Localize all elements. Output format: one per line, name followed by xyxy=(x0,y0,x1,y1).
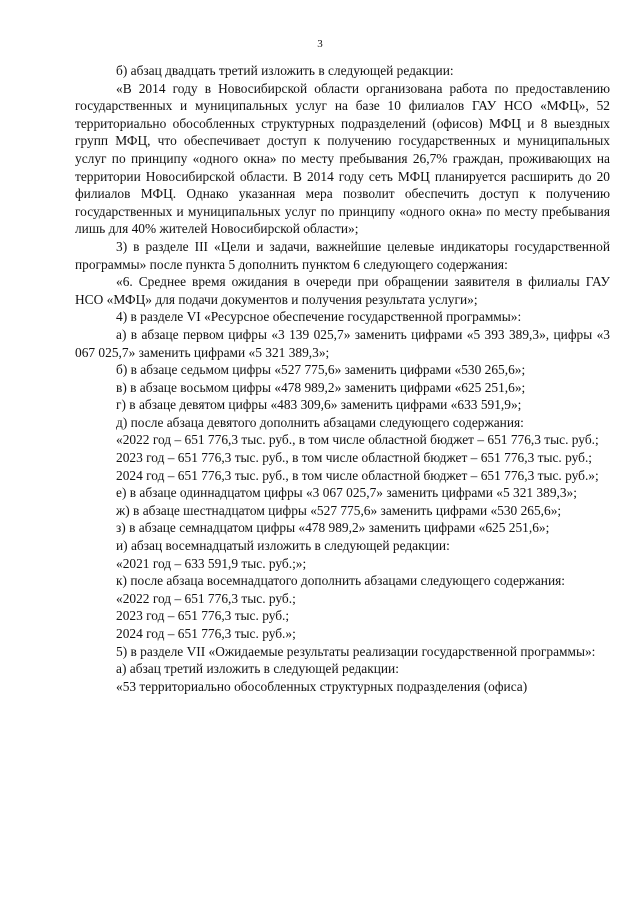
paragraph: 5) в разделе VII «Ожидаемые результаты реализации государственной программы»: xyxy=(116,643,596,659)
paragraph: «53 территориально обособленных структурных подразделения (офиса) xyxy=(116,678,528,694)
paragraph: «2022 год – 651 776,3 тыс. руб., в том числе областной бюджет – 651 776,3 тыс. руб.; xyxy=(116,432,599,448)
paragraph: ж) в абзаце шестнадцатом цифры «527 775,6» заменить цифрами «530 265,6»; xyxy=(116,502,562,518)
paragraph: «2022 год – 651 776,3 тыс. руб.; xyxy=(116,590,296,606)
paragraph: к) после абзаца восемнадцатого дополнить абзацами следующего содержания: xyxy=(116,573,565,589)
paragraph: и) абзац восемнадцатый изложить в следующей редакции: xyxy=(116,538,450,554)
paragraph: е) в абзаце одиннадцатом цифры «3 067 025,7» заменить цифрами «5 321 389,3»; xyxy=(116,485,577,501)
paragraph: 2024 год – 651 776,3 тыс. руб., в том числе областной бюджет – 651 776,3 тыс. руб.»; xyxy=(116,467,599,483)
paragraph: б) в абзаце седьмом цифры «527 775,6» заменить цифрами «530 265,6»; xyxy=(116,362,526,378)
paragraph: «В 2014 году в Новосибирской области организована работа по предоставлению государственных и муниципальных услуг на базе 10 филиалов ГАУ НСО «МФЦ», 52 территориально обособленных структурных подразделений (офисов) МФЦ и 8 выездных групп МФЦ, что обеспечивает доступ к получению государственных и муниципальных услуг по принципу «одного окна» по месту пребывания 26,7% граждан, проживающих на территории Новосибирской области. В 2014 году сеть МФЦ планируется расширить до 20 филиалов МФЦ. Однако указанная мера позволит обеспечить доступ к получению государственных и муниципальных услуг по принципу «одного окна» по месту пребывания лишь для 40% жителей Новосибирской области»; xyxy=(75,80,610,237)
paragraph: «2021 год – 633 591,9 тыс. руб.;»; xyxy=(116,555,307,571)
paragraph: 4) в разделе VI «Ресурсное обеспечение государственной программы»: xyxy=(116,309,522,325)
page-number: 3 xyxy=(317,38,323,50)
document-body xyxy=(75,62,610,695)
paragraph: «6. Среднее время ожидания в очереди при обращении заявителя в филиалы ГАУ НСО «МФЦ» для подачи документов и получения результата услуги»; xyxy=(75,274,610,307)
paragraph: в) в абзаце восьмом цифры «478 989,2» заменить цифрами «625 251,6»; xyxy=(116,379,526,395)
paragraph: 3) в разделе III «Цели и задачи, важнейшие целевые индикаторы государственной программы» после пункта 5 дополнить пунктом 6 следующего содержания: xyxy=(75,238,610,272)
paragraph: г) в абзаце девятом цифры «483 309,6» заменить цифрами «633 591,9»; xyxy=(116,397,522,413)
paragraph: з) в абзаце семнадцатом цифры «478 989,2» заменить цифрами «625 251,6»; xyxy=(116,520,550,536)
paragraph: 2023 год – 651 776,3 тыс. руб., в том числе областной бюджет – 651 776,3 тыс. руб.; xyxy=(116,450,593,466)
paragraph: д) после абзаца девятого дополнить абзацами следующего содержания: xyxy=(116,414,524,430)
paragraph: б) абзац двадцать третий изложить в следующей редакции: xyxy=(116,63,454,78)
paragraph: а) абзац третий изложить в следующей редакции: xyxy=(116,661,399,677)
paragraph: а) в абзаце первом цифры «3 139 025,7» заменить цифрами «5 393 389,3», цифры «3 067 025,7» заменить цифрами «5 321 389,3»; xyxy=(75,326,610,360)
paragraph: 2024 год – 651 776,3 тыс. руб.»; xyxy=(116,626,296,641)
paragraph: 2023 год – 651 776,3 тыс. руб.; xyxy=(116,608,290,624)
